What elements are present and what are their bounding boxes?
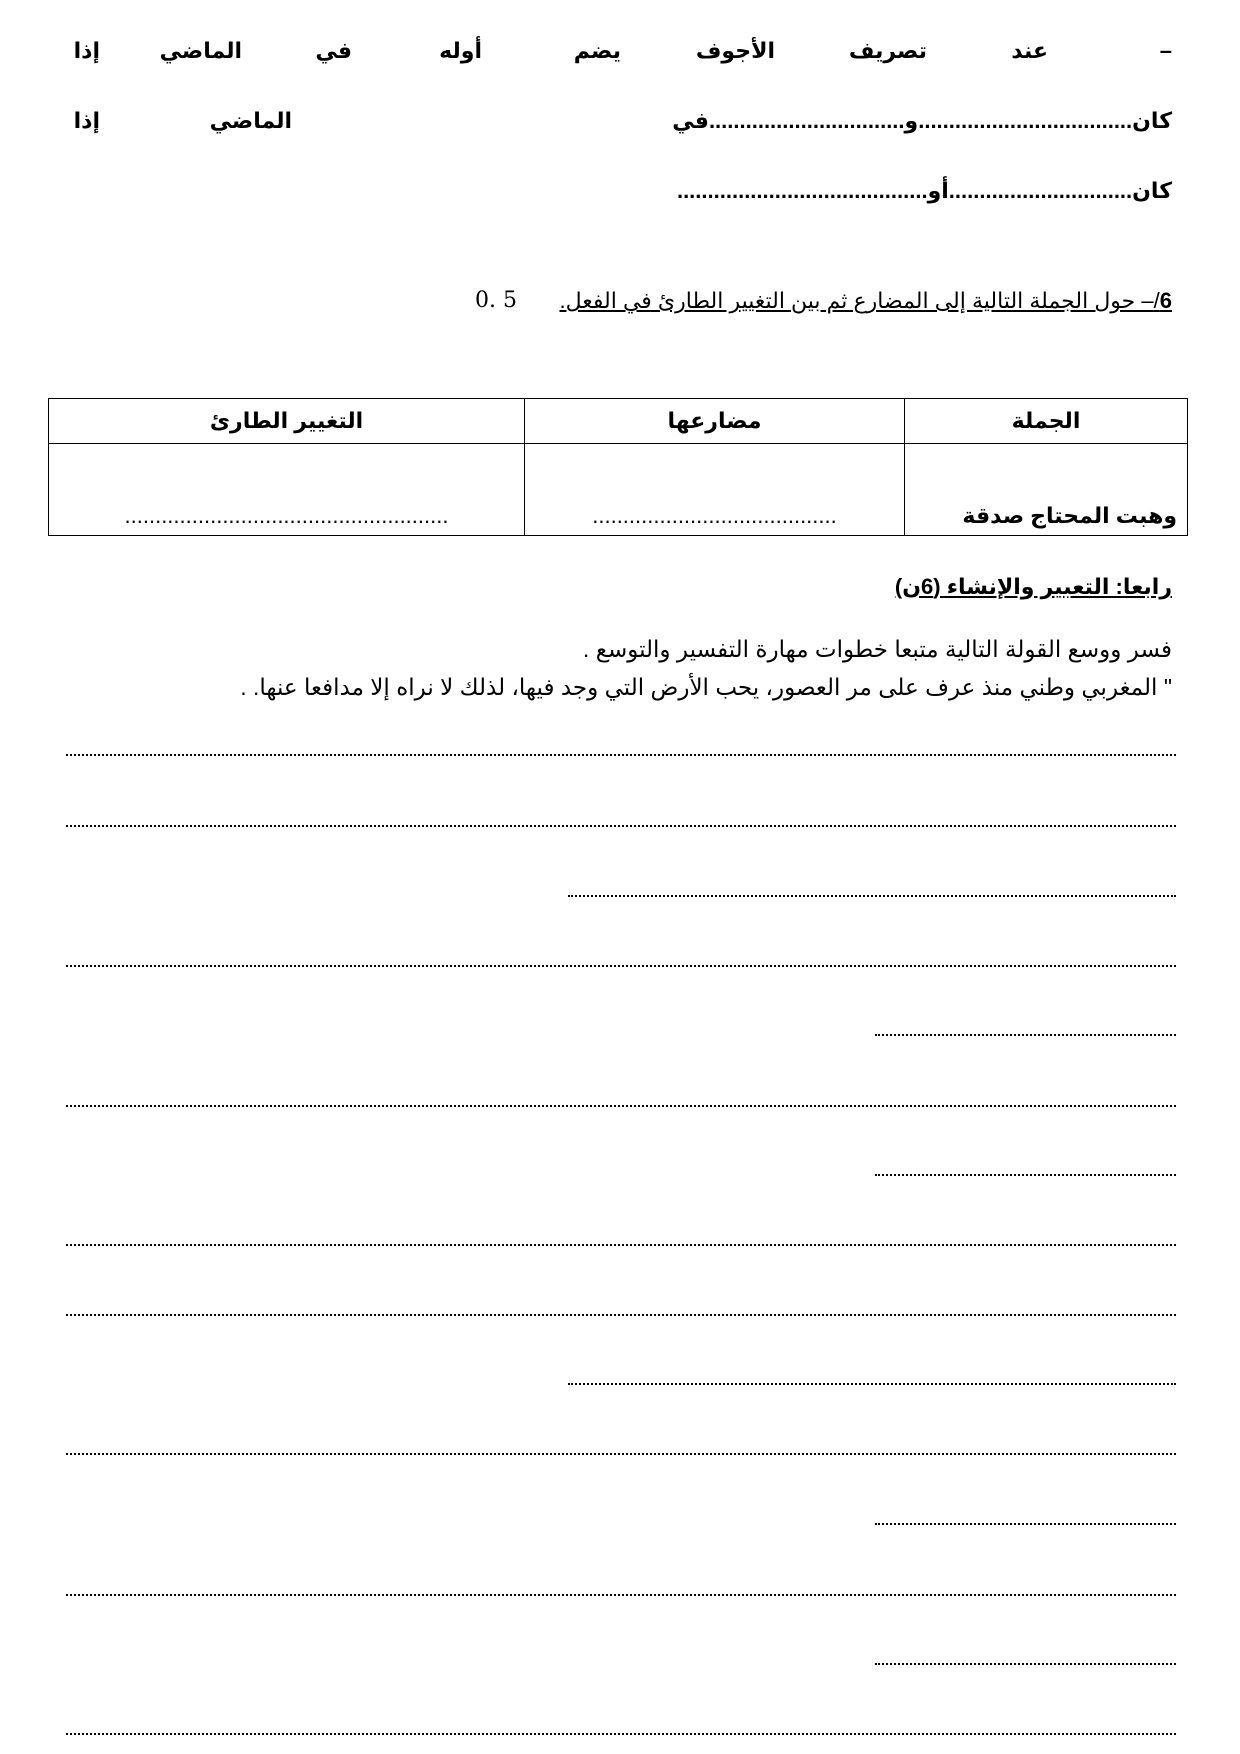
line1-word: إذا bbox=[73, 38, 100, 63]
table-header: مضارعها bbox=[525, 399, 905, 444]
section4-title: رابعا: التعبير والإنشاء (6ن) bbox=[894, 574, 1172, 599]
answer-line[interactable] bbox=[568, 1381, 1176, 1385]
line1-word: تصريف bbox=[848, 38, 927, 63]
line1-word: يضم bbox=[573, 38, 621, 63]
line2-if: إذا bbox=[73, 108, 100, 133]
answer-line[interactable] bbox=[66, 1731, 1176, 1735]
table-cell-sentence: وهبت المحتاج صدقة bbox=[905, 444, 1188, 536]
answer-line[interactable] bbox=[66, 963, 1176, 967]
answer-line[interactable] bbox=[66, 1451, 1176, 1455]
section4-instruction: فسر ووسع القولة التالية متبعا خطوات مهارة التفسير والتوسع . bbox=[582, 636, 1172, 662]
answer-line[interactable] bbox=[875, 1661, 1176, 1665]
table-header-row bbox=[49, 399, 1188, 444]
line1-word: عند bbox=[1011, 38, 1048, 63]
question6-text: – حول الجملة التالية إلى المضارع ثم بين التغيير الطارئ في الفعل. bbox=[559, 288, 1154, 313]
table-header: الجملة bbox=[905, 399, 1188, 444]
answer-line[interactable] bbox=[66, 752, 1176, 756]
line2-in: في bbox=[672, 108, 709, 133]
line3-group bbox=[677, 178, 1172, 204]
answer-line[interactable] bbox=[66, 1242, 1176, 1246]
answer-line[interactable] bbox=[66, 823, 1176, 827]
line3-or: أو bbox=[927, 178, 949, 203]
answer-line[interactable] bbox=[66, 1592, 1176, 1596]
answer-line[interactable] bbox=[66, 1312, 1176, 1316]
answer-line[interactable] bbox=[875, 1521, 1176, 1525]
line2-dots-b: ................................ bbox=[708, 108, 905, 133]
line2-dots-a: ................................... bbox=[918, 108, 1133, 133]
table-cell-present-answer[interactable]: ........................................ bbox=[525, 444, 905, 536]
table-header: التغيير الطارئ bbox=[49, 399, 525, 444]
question6-score: 0. 5 bbox=[475, 288, 517, 313]
conjugation-table bbox=[48, 398, 1188, 536]
line1-word: الماضي bbox=[159, 38, 242, 63]
table-cell-change-answer[interactable]: ..................................................... bbox=[49, 444, 525, 536]
line3-dots-b: ......................................... bbox=[676, 178, 928, 203]
line1-word: – bbox=[1159, 38, 1172, 63]
section4-quote: " المغربي وطني منذ عرف على مر العصور، يحب الأرض التي وجد فيها، لذلك لا نراه إلا مدافعا عنها. . bbox=[240, 674, 1172, 700]
line1-word: الأجوف bbox=[695, 38, 775, 63]
answer-line[interactable] bbox=[66, 1103, 1176, 1107]
table-row bbox=[49, 444, 1188, 536]
question6-slash: / bbox=[1153, 288, 1160, 313]
question6 bbox=[560, 288, 1172, 314]
question6-number: 6 bbox=[1159, 288, 1172, 313]
line2-left-group bbox=[672, 108, 1172, 134]
line1-word: أوله bbox=[439, 38, 482, 63]
answer-line[interactable] bbox=[875, 1032, 1176, 1036]
answer-line[interactable] bbox=[875, 1172, 1176, 1176]
line3-start: كان bbox=[1132, 178, 1172, 203]
line2-and: و bbox=[904, 108, 919, 133]
answer-line[interactable] bbox=[568, 893, 1176, 897]
line1-word: في bbox=[315, 38, 352, 63]
line3-dots-a: .............................. bbox=[948, 178, 1133, 203]
line2-past: الماضي bbox=[209, 108, 292, 133]
line2-start: كان bbox=[1132, 108, 1172, 133]
